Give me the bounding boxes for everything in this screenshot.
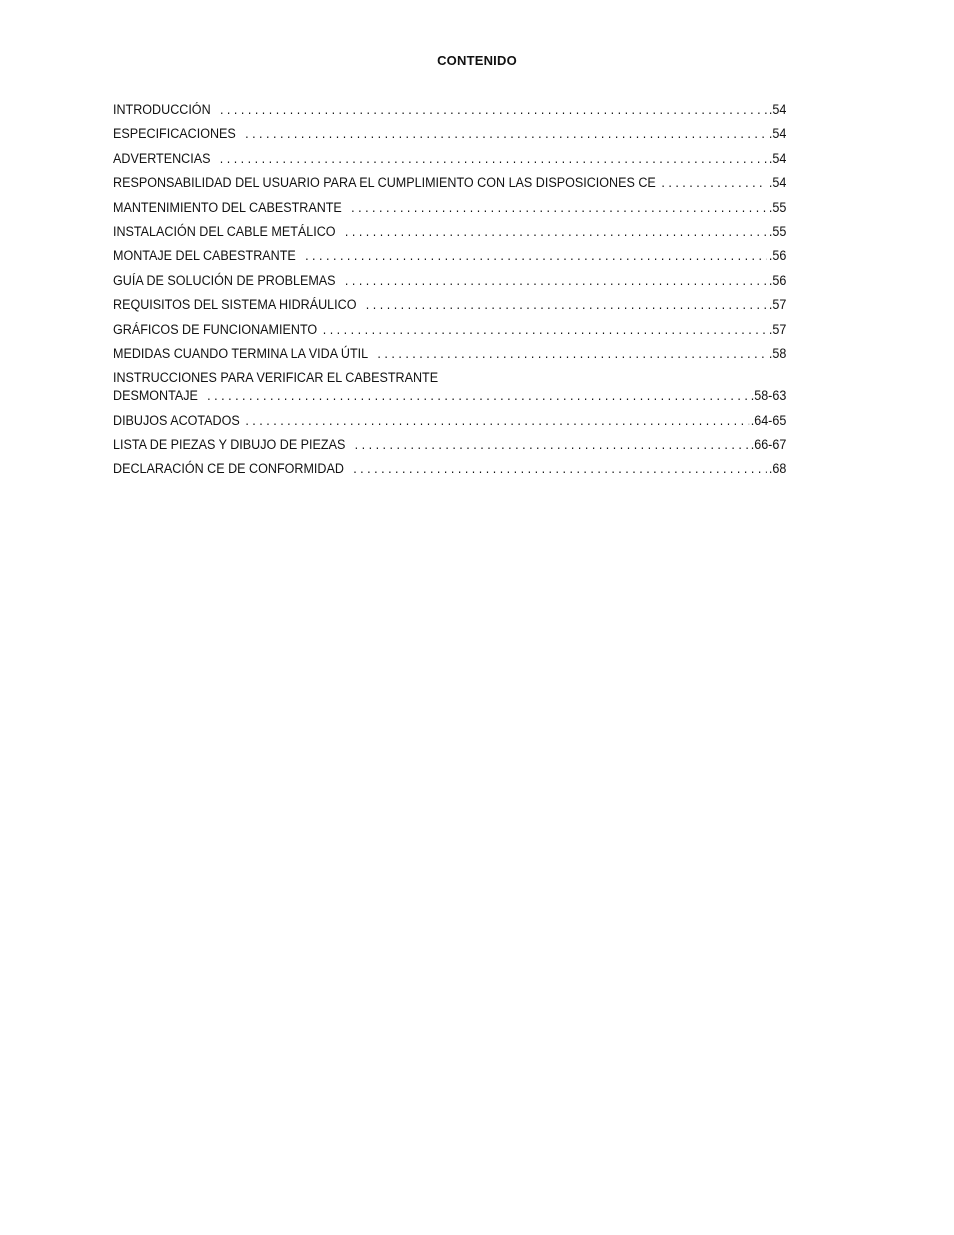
toc-entry-label: DECLARACIÓN CE DE CONFORMIDAD <box>113 461 344 477</box>
toc-leader-dots <box>345 272 767 290</box>
toc-entry-montaje <box>113 247 786 271</box>
toc-entry-page: .55 <box>768 223 787 239</box>
toc-entry-label: GRÁFICOS DE FUNCIONAMIENTO <box>113 321 318 337</box>
toc-entry-responsabilidad <box>113 174 786 198</box>
toc-entry-label: MANTENIMIENTO DEL CABESTRANTE <box>113 199 342 215</box>
table-of-contents <box>113 101 786 485</box>
toc-entry-page: .66-67 <box>750 437 787 453</box>
toc-entry-page: .56 <box>768 248 787 264</box>
toc-entry-requisitos-hidraulico <box>113 296 786 320</box>
toc-entry-page: .54 <box>768 126 787 142</box>
toc-entry-label: INTRODUCCIÓN <box>113 102 211 117</box>
toc-entry-mantenimiento <box>113 199 786 223</box>
toc-entry-page: .57 <box>768 321 787 337</box>
toc-entry-label: MONTAJE DEL CABESTRANTE <box>113 248 296 264</box>
toc-leader-dots <box>245 412 749 430</box>
toc-entry-instrucciones-line1 <box>113 369 786 387</box>
toc-leader-dots <box>345 223 767 241</box>
toc-entry-medidas-vida-util <box>113 345 786 369</box>
toc-entry-lista-piezas <box>113 436 786 460</box>
toc-entry-page: .57 <box>768 297 787 313</box>
toc-leader-dots <box>351 199 767 217</box>
toc-entry-graficos <box>113 321 786 345</box>
toc-entry-label: ADVERTENCIAS <box>113 150 211 166</box>
toc-entry-page: .64-65 <box>750 412 787 428</box>
toc-entry-guia-problemas <box>113 272 786 296</box>
toc-entry-dibujos-acotados <box>113 412 786 436</box>
toc-leader-dots <box>207 387 749 405</box>
toc-leader-dots <box>355 436 749 454</box>
toc-leader-dots <box>220 101 767 119</box>
toc-entry-label: REQUISITOS DEL SISTEMA HIDRÁULICO <box>113 297 357 313</box>
toc-leader-dots <box>245 125 767 143</box>
page-title: CONTENIDO <box>437 53 517 68</box>
toc-entry-desmontaje <box>113 387 786 411</box>
toc-entry-label: LISTA DE PIEZAS Y DIBUJO DE PIEZAS <box>113 437 346 453</box>
toc-entry-label: DIBUJOS ACOTADOS <box>113 412 240 428</box>
toc-entry-page: .54 <box>768 175 787 191</box>
toc-leader-dots <box>377 345 767 363</box>
toc-entry-label: INSTRUCCIONES PARA VERIFICAR EL CABESTRANTE <box>113 370 439 386</box>
toc-leader-dots <box>353 460 767 478</box>
toc-entry-page: .55 <box>768 199 787 215</box>
toc-entry-label: ESPECIFICACIONES <box>113 126 236 142</box>
toc-entry-page: .68 <box>768 461 787 477</box>
toc-entry-label: GUÍA DE SOLUCIÓN DE PROBLEMAS <box>113 272 336 288</box>
toc-entry-introduccion <box>113 101 786 125</box>
toc-leader-dots <box>661 174 767 192</box>
toc-entry-especificaciones <box>113 125 786 149</box>
toc-entry-label: INSTALACIÓN DEL CABLE METÁLICO <box>113 223 336 239</box>
toc-entry-label: MEDIDAS CUANDO TERMINA LA VIDA ÚTIL <box>113 345 369 361</box>
toc-leader-dots <box>323 321 767 339</box>
toc-entry-label: DESMONTAJE <box>113 388 198 404</box>
toc-leader-dots <box>220 150 767 168</box>
toc-entry-advertencias <box>113 150 786 174</box>
toc-leader-dots <box>305 247 767 265</box>
toc-entry-page: .54 <box>768 102 787 117</box>
toc-entry-declaracion-ce <box>113 460 786 484</box>
toc-entry-page: .54 <box>768 150 787 166</box>
toc-entry-label: RESPONSABILIDAD DEL USUARIO PARA EL CUMPLIMIENTO CON LAS DISPOSICIONES CE <box>113 175 656 191</box>
toc-leader-dots <box>366 296 767 314</box>
toc-entry-page: .58-63 <box>750 388 787 404</box>
toc-entry-page: .58 <box>768 345 787 361</box>
toc-entry-instalacion <box>113 223 786 247</box>
toc-entry-page: .56 <box>768 272 787 288</box>
